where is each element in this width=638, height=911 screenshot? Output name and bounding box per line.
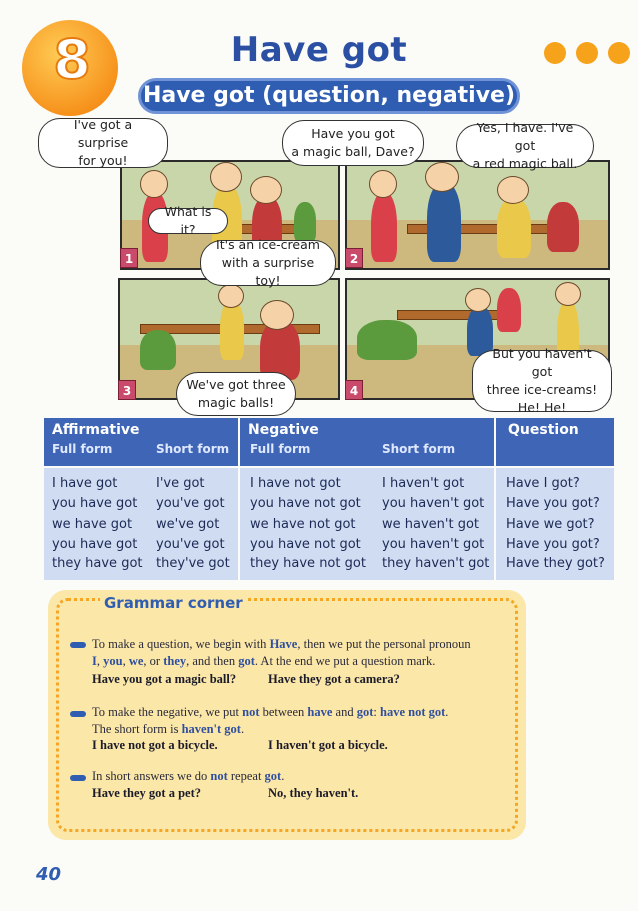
lesson-subtitle: Have got (question, negative) xyxy=(138,78,520,114)
bubble-line: I've got a surprise xyxy=(73,117,133,150)
example-short-1: Have they got a pet? xyxy=(92,786,202,800)
comic-panel-2 xyxy=(345,160,610,270)
dot-icon xyxy=(576,42,598,64)
rule-question: To make a question, we begin with Have, then we put the personal pronoun I, you, we, or they, and then got. At the end we put a question mark. xyxy=(92,637,471,668)
subheader-short-form: Short form xyxy=(382,442,456,456)
bubble-line: three ice-creams! xyxy=(486,382,598,397)
example-negative-1: I have not got a bicycle. xyxy=(92,738,218,752)
decorative-dots xyxy=(544,42,630,64)
rule-short-answers: In short answers we do not repeat got. xyxy=(92,769,285,783)
page-number: 40 xyxy=(36,864,62,885)
pen-bullet-icon xyxy=(70,775,86,781)
speech-bubble-three-balls xyxy=(176,372,296,416)
header-label: Negative xyxy=(248,422,319,438)
column-question: Have I got? Have you got? Have we got? Have you got? Have they got? xyxy=(506,476,605,571)
header-label: Affirmative xyxy=(52,422,140,438)
page-title: Have got xyxy=(230,30,408,70)
column-affirmative-full: I have got you have got we have got you have got they have got xyxy=(52,476,143,571)
bubble-line: with a surprise toy! xyxy=(221,255,315,288)
column-negative-full: I have not got you have not got we have not got you have not got they have not got xyxy=(250,476,366,571)
pen-bullet-icon xyxy=(70,711,86,717)
example-negative-2: I haven't got a bicycle. xyxy=(268,738,388,752)
bubble-line: But you haven't got xyxy=(492,346,592,379)
column-affirmative-short: I've got you've got we've got you've got they've got xyxy=(156,476,230,571)
dot-icon xyxy=(544,42,566,64)
example-short-2: No, they haven't. xyxy=(268,786,359,800)
rule-negative: To make the negative, we put not between have and got: have not got. The short form is haven't got. xyxy=(92,705,449,736)
example-question-2: Have they got a camera? xyxy=(268,672,400,686)
panel-number-2: 2 xyxy=(345,248,363,268)
bubble-line: We've got three xyxy=(186,377,286,392)
unit-number: 8 xyxy=(53,28,91,91)
bubble-line: magic balls! xyxy=(197,395,275,410)
bubble-line: a magic ball, Dave? xyxy=(291,144,415,159)
header-affirmative xyxy=(44,418,238,466)
panel-number-3: 3 xyxy=(118,380,136,400)
header-negative xyxy=(240,418,494,466)
bubble-line: Yes, I have. I've got xyxy=(476,120,574,153)
speech-bubble-icecreams xyxy=(472,346,612,415)
example-question-1: Have you got a magic ball? xyxy=(92,672,237,686)
bubble-line: Have you got xyxy=(311,126,395,141)
dot-icon xyxy=(608,42,630,64)
subheader-full-form: Full form xyxy=(250,442,311,456)
grammar-table xyxy=(44,418,614,580)
bubble-line: a red magic ball. xyxy=(472,156,578,171)
panel-number-1: 1 xyxy=(120,248,138,268)
column-negative-short: I haven't got you haven't got we haven't got you haven't got they haven't got xyxy=(382,476,490,571)
speech-bubble-what: What is it? xyxy=(148,208,228,234)
grammar-corner-title: Grammar corner xyxy=(100,594,247,612)
bubble-line: It's an ice-cream xyxy=(216,237,320,252)
speech-bubble-yes xyxy=(456,120,594,171)
subheader-short-form: Short form xyxy=(156,442,230,456)
subheader-full-form: Full form xyxy=(52,442,113,456)
header-question xyxy=(496,418,614,466)
bubble-line: He! He! xyxy=(517,400,567,415)
speech-bubble-surprise xyxy=(38,118,168,168)
pen-bullet-icon xyxy=(70,642,86,648)
bubble-line: for you! xyxy=(78,153,128,168)
speech-bubble-icecream xyxy=(200,237,336,288)
panel-number-4: 4 xyxy=(345,380,363,400)
speech-bubble-magic-ball xyxy=(282,120,424,166)
header-label: Question xyxy=(508,422,579,438)
